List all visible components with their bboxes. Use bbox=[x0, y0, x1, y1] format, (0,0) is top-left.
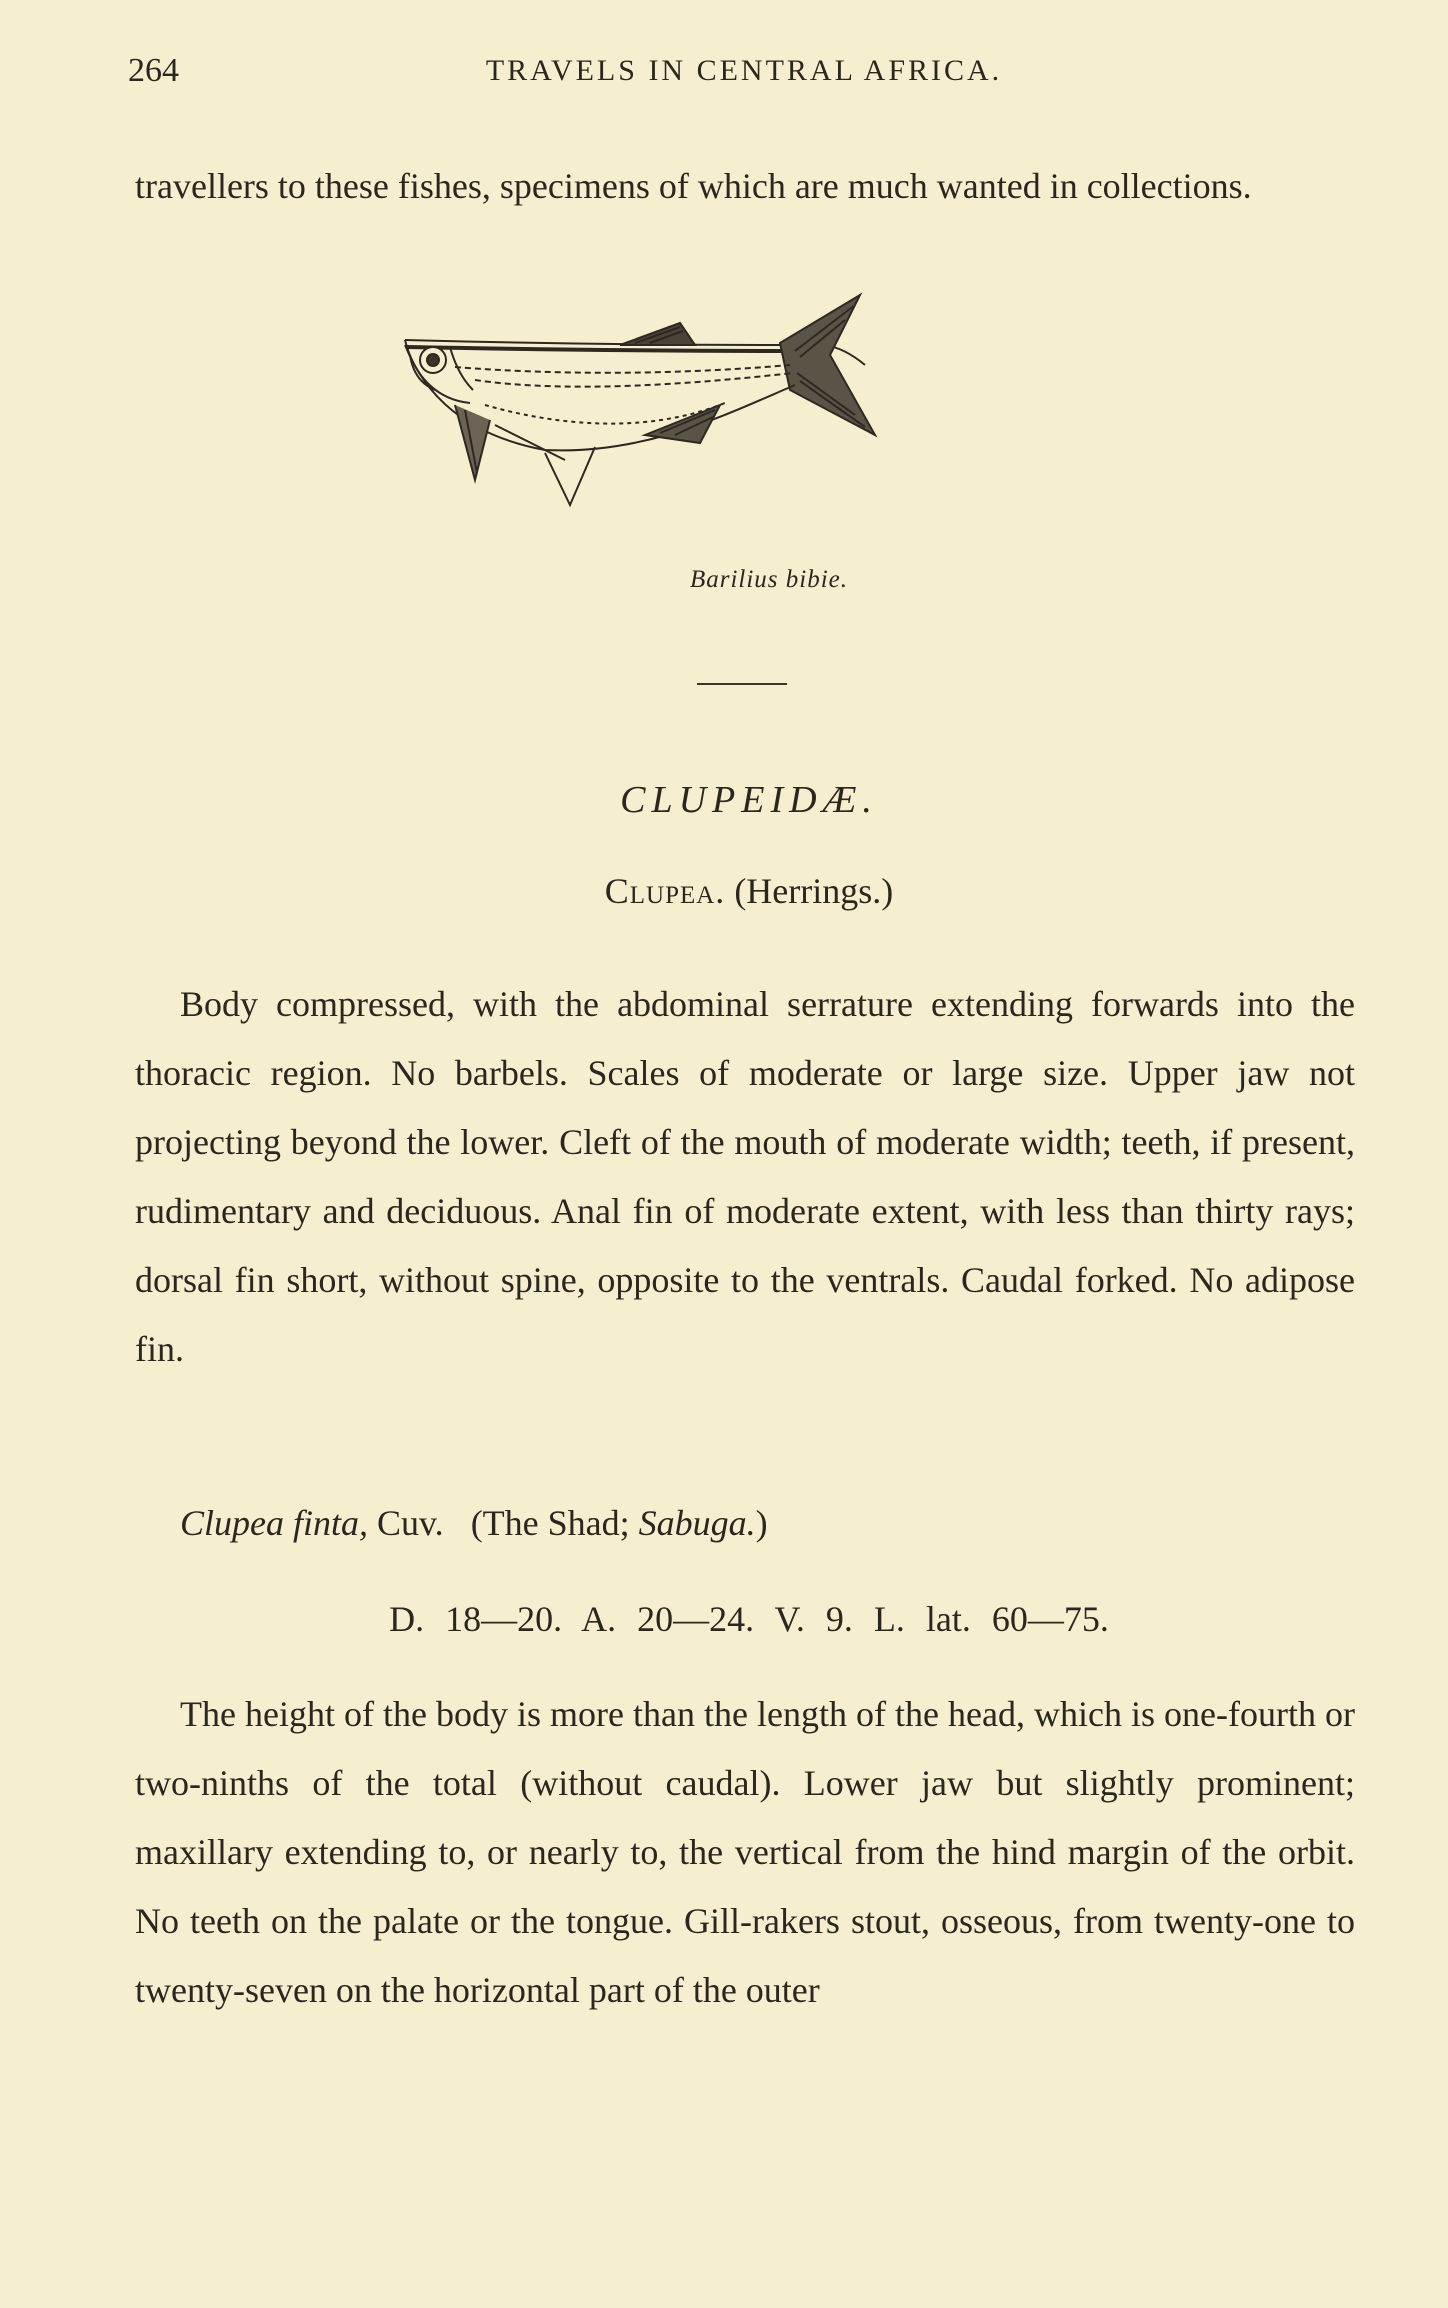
species-local-name: Sabuga. bbox=[638, 1503, 756, 1543]
species-description: The height of the body is more than the length of the head, which is one-fourth or two-ninths of the total (without caudal). Lower jaw but slightly prominent; maxillary extending to, or nearly to, the vertical from the hind margin of the orbit. No teeth on the palate or the tongue. Gill-rakers stout, osseous, from twenty-one to twenty-seven on the horizontal part of the outer bbox=[135, 1694, 1355, 2010]
species-common-open: (The Shad; bbox=[470, 1503, 630, 1543]
species-author: Cuv. bbox=[377, 1503, 444, 1543]
intro-paragraph: travellers to these fishes, specimens of which are much wanted in collections. bbox=[135, 166, 1252, 206]
genus-name: Clupea. bbox=[604, 871, 726, 911]
section-divider bbox=[697, 683, 787, 685]
running-title: TRAVELS IN CENTRAL AFRICA. bbox=[485, 54, 1003, 87]
page-number: 264 bbox=[128, 52, 179, 89]
page-header bbox=[128, 52, 1360, 102]
fish-illustration bbox=[395, 285, 1095, 545]
species-heading bbox=[180, 1502, 768, 1544]
genus-common-name: (Herrings.) bbox=[734, 871, 894, 911]
genus-description: Body compressed, with the abdominal serrature extending forwards into the thoracic region. No barbels. Scales of moderate or large size. Upper jaw not projecting beyond the lower. Cleft of the mouth of moderate width; teeth, if present, rudimentary and deciduous. Anal fin of moderate extent, with less than thirty rays; dorsal fin short, without spine, opposite to the ventrals. Caudal forked. No adipose fin. bbox=[135, 984, 1355, 1369]
species-common-close: ) bbox=[755, 1503, 768, 1543]
family-heading: CLUPEIDÆ. bbox=[620, 779, 878, 821]
genus-heading bbox=[50, 870, 1448, 912]
fin-formula: D. 18—20. A. 20—24. V. 9. L. lat. 60—75. bbox=[389, 1599, 1109, 1639]
figure-caption: Barilius bibie. bbox=[689, 566, 849, 593]
species-name: Clupea finta, bbox=[180, 1503, 368, 1543]
